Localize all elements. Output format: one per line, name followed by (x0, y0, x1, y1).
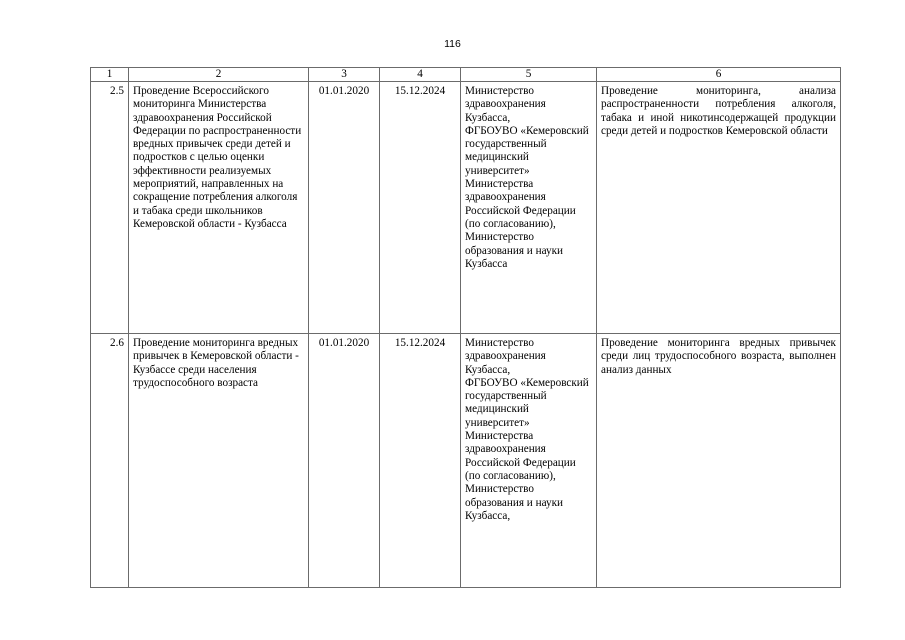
table-row (91, 82, 841, 334)
responsible-party: Министерства здравоохранения Российской Федерации (по согласованию), (465, 430, 576, 482)
start-date: 01.01.2020 (309, 82, 380, 334)
responsible-party: Министерства здравоохранения Российской Федерации (по согласованию), (465, 178, 576, 230)
expected-result: Проведение мониторинга вредных привычек среди лиц трудоспособного возраста, выполнен анализ данных (597, 334, 841, 588)
responsible-party: Министерство здравоохранения Кузбасса, (465, 337, 546, 376)
end-date: 15.12.2024 (380, 334, 461, 588)
column-header: 6 (597, 68, 841, 82)
responsible-party: ФГБОУВО «Кемеровский государственный медицинский университет» (465, 124, 589, 177)
page-number: 116 (444, 38, 461, 50)
responsible-party: Министерство образования и науки Кузбасса (465, 231, 563, 270)
start-date: 01.01.2020 (309, 334, 380, 588)
item-description: Проведение Всероссийского мониторинга Министерства здравоохранения Российской Федерации по распространенности вредных привычек среди детей и подростков с целью оценки эффективности реализуемых мероприятий, направленных на сокращение потребления алкоголя и табака среди школьников Кемеровской области - Кузбасса (129, 82, 309, 334)
expected-result: Проведение мониторинга, анализа распространенности потребления алкоголя, табака и иной никотинсодержащей продукции среди детей и подростков Кемеровской области (597, 82, 841, 334)
measures-table (90, 67, 841, 588)
column-header: 3 (309, 68, 380, 82)
column-header: 5 (461, 68, 597, 82)
responsible-party: Министерство здравоохранения Кузбасса, (465, 85, 546, 124)
table-row (91, 334, 841, 588)
end-date: 15.12.2024 (380, 82, 461, 334)
responsible-parties (461, 82, 597, 334)
item-number: 2.6 (91, 334, 129, 588)
responsible-party: ФГБОУВО «Кемеровский государственный медицинский университет» (465, 376, 589, 429)
item-number: 2.5 (91, 82, 129, 334)
responsible-parties (461, 334, 597, 588)
table-header-row (91, 68, 841, 82)
column-header: 2 (129, 68, 309, 82)
column-header: 4 (380, 68, 461, 82)
item-description: Проведение мониторинга вредных привычек в Кемеровской области - Кузбассе среди населения трудоспособного возраста (129, 334, 309, 588)
responsible-party: Министерство образования и науки Кузбасса, (465, 483, 563, 522)
column-header: 1 (91, 68, 129, 82)
